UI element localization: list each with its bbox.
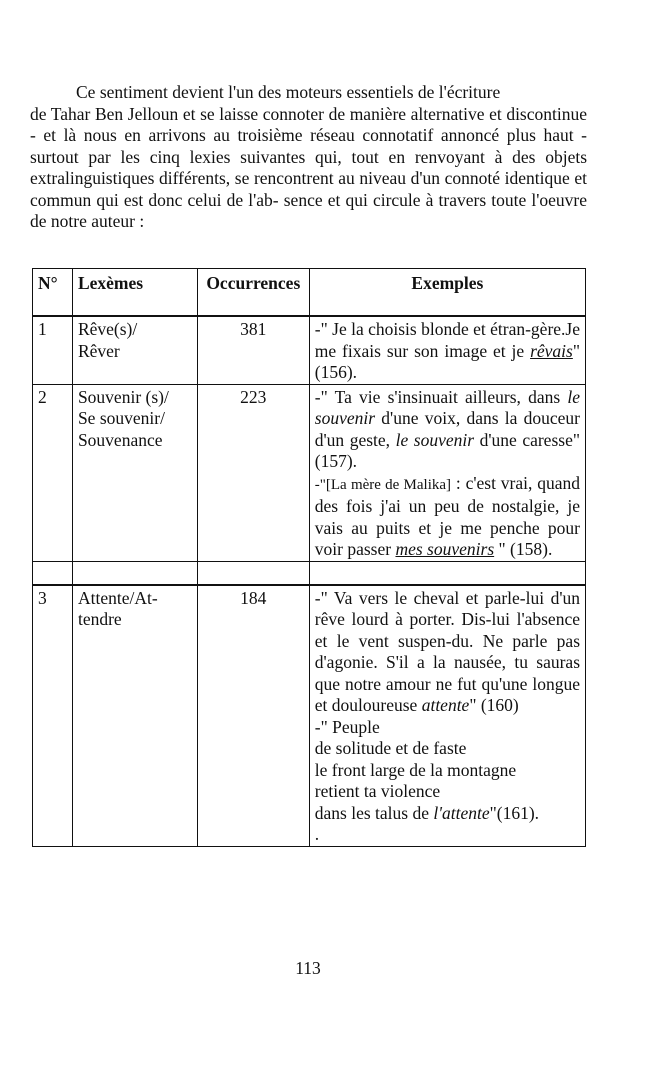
intro-line-1: Ce sentiment devient l'un des moteurs essentiels de l'écriture <box>76 82 501 102</box>
poem-line <box>315 803 580 825</box>
example-text: -" Je la choisis blonde et étran-gère.Je me fixais sur son image et je <box>314 319 580 361</box>
intro-line-3: discontinue - et là nous en arrivons au troisième réseau connotatif <box>30 103 587 145</box>
example-text: " (160) <box>469 695 519 715</box>
table-row <box>33 585 586 846</box>
row-lexemes <box>72 384 197 561</box>
page-number: 113 <box>295 958 321 978</box>
example-emphasis: attente <box>421 695 470 715</box>
intro-line-4: annoncé plus haut - surtout par les cinq lexies suivantes qui, tout en <box>30 125 587 167</box>
header-occurrences: Occurrences <box>197 269 309 316</box>
header-lexemes: Lexèmes <box>72 269 197 316</box>
example-emphasis: l'attente <box>433 802 490 823</box>
lexeme: Rêver <box>77 340 120 361</box>
row-occurrences: 184 <box>197 585 309 846</box>
example-text: d'une voix, dans la douceur d'un geste, <box>314 408 580 450</box>
intro-line-5: renvoyant à des objets extralinguistiques différents, se rencontrent au <box>30 146 588 188</box>
row-num: 2 <box>33 384 73 561</box>
example-emphasis: rêvais <box>530 340 573 361</box>
intro-paragraph <box>30 82 587 233</box>
row-occurrences: 223 <box>197 384 309 561</box>
lexemes-table <box>32 268 586 847</box>
example-emphasis: le souvenir <box>314 386 580 428</box>
row-example <box>309 384 585 561</box>
example-text: " (158). <box>494 539 553 559</box>
poem-line: -" Peuple <box>314 716 380 737</box>
trailing-dot: . <box>314 824 320 844</box>
table-row <box>33 317 586 385</box>
lexeme: Souvenir (s)/ <box>77 386 169 407</box>
example-text: -" Ta vie s'insinuait ailleurs, dans <box>314 386 568 407</box>
row-example <box>309 585 585 846</box>
example-text: dans les talus de <box>314 802 434 823</box>
lexeme: Rêve(s)/ <box>77 319 138 339</box>
example-text: : c'est vrai, quand des fois j'ai un peu de nostalgie, je vais au puits et je me penche pour voir passer <box>314 472 580 559</box>
example-text: " (156). <box>314 340 580 382</box>
row-lexemes <box>72 585 197 846</box>
poem-line: le front large de la montagne <box>314 759 517 780</box>
lexeme: Attente/At- <box>77 587 158 608</box>
lexeme: tendre <box>77 609 122 629</box>
example-text: d'une caresse" (157). <box>314 429 580 471</box>
header-num: N° <box>33 269 73 316</box>
lexeme: Souvenance <box>77 429 163 450</box>
intro-line-6: niveau d'un connoté identique et commun qui est donc celui de l'ab- <box>30 168 587 210</box>
header-examples: Exemples <box>309 269 585 316</box>
intro-line-7: sence et qui circule à travers toute l'oeuvre de notre auteur : <box>30 189 587 231</box>
row-num: 1 <box>33 317 73 385</box>
example-emphasis: le souvenir <box>395 429 475 450</box>
example-text: -" Va vers le cheval et parle-lui d'un rêve lourd à porter. Dis-lui l'absence et le vent suspen-du. Ne parle pas d'agonie. S'il a la nausée, tu sauras que notre amour ne fut qu'une longue et douloureuse <box>314 587 580 715</box>
row-example <box>309 317 585 385</box>
table-header-row <box>33 269 586 316</box>
table-row <box>33 384 586 561</box>
row-num: 3 <box>33 585 73 846</box>
poem-line: retient ta violence <box>314 781 441 801</box>
example-text: -"[La mère de Malika] <box>314 476 452 493</box>
poem-line: de solitude et de faste <box>314 738 467 758</box>
lexeme: Se souvenir/ <box>77 408 165 428</box>
example-emphasis: mes souvenirs <box>395 539 495 559</box>
intro-line-2: de Tahar Ben Jelloun et se laisse connoter de manière alternative et <box>30 103 502 124</box>
table-spacer-row <box>33 561 586 584</box>
example-text: "(161). <box>489 802 540 823</box>
row-lexemes <box>72 317 197 385</box>
row-occurrences: 381 <box>197 317 309 385</box>
